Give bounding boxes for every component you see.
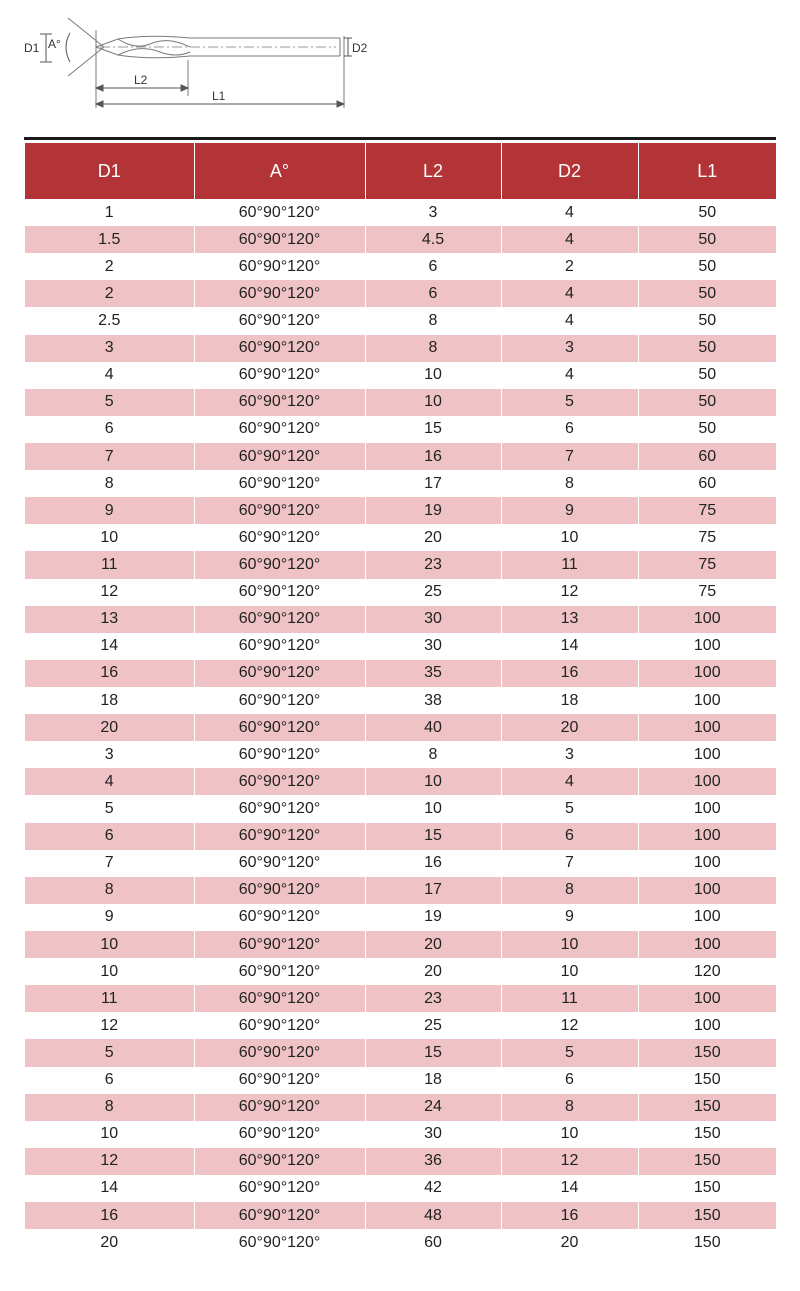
cell-angle: 60°90°120° <box>194 1148 365 1175</box>
cell-d2: 20 <box>501 1229 638 1256</box>
table-row <box>25 904 776 931</box>
cell-d2: 3 <box>501 335 638 362</box>
cell-d1: 1.5 <box>25 226 194 253</box>
table-row <box>25 985 776 1012</box>
cell-d2: 4 <box>501 226 638 253</box>
table-row <box>25 1202 776 1229</box>
table-row <box>25 416 776 443</box>
cell-l1: 100 <box>638 768 776 795</box>
cell-d2: 8 <box>501 877 638 904</box>
cell-d2: 6 <box>501 823 638 850</box>
table-row <box>25 606 776 633</box>
cell-d2: 9 <box>501 904 638 931</box>
cell-d2: 4 <box>501 768 638 795</box>
cell-d2: 14 <box>501 633 638 660</box>
table-row <box>25 226 776 253</box>
cell-l2: 10 <box>365 362 501 389</box>
cell-d1: 2 <box>25 280 194 307</box>
cell-l1: 100 <box>638 823 776 850</box>
cell-d1: 5 <box>25 389 194 416</box>
table-row <box>25 714 776 741</box>
cell-angle: 60°90°120° <box>194 823 365 850</box>
cell-l1: 100 <box>638 904 776 931</box>
cell-d1: 6 <box>25 823 194 850</box>
cell-angle: 60°90°120° <box>194 877 365 904</box>
table-row <box>25 362 776 389</box>
cell-l1: 60 <box>638 443 776 470</box>
cell-angle: 60°90°120° <box>194 1012 365 1039</box>
cell-l1: 50 <box>638 416 776 443</box>
cell-l2: 17 <box>365 470 501 497</box>
cell-angle: 60°90°120° <box>194 1039 365 1066</box>
table-row <box>25 1094 776 1121</box>
cell-l1: 50 <box>638 226 776 253</box>
cell-l1: 150 <box>638 1121 776 1148</box>
table-row <box>25 1012 776 1039</box>
table-row <box>25 850 776 877</box>
header-d1: D1 <box>25 143 194 199</box>
cell-l2: 19 <box>365 497 501 524</box>
cell-l2: 15 <box>365 1039 501 1066</box>
cell-l1: 100 <box>638 1012 776 1039</box>
cell-l1: 75 <box>638 579 776 606</box>
cell-l2: 25 <box>365 579 501 606</box>
cell-d2: 7 <box>501 850 638 877</box>
cell-d2: 7 <box>501 443 638 470</box>
cell-d2: 10 <box>501 931 638 958</box>
cell-l1: 60 <box>638 470 776 497</box>
cell-angle: 60°90°120° <box>194 606 365 633</box>
cell-d2: 16 <box>501 1202 638 1229</box>
cell-l1: 100 <box>638 877 776 904</box>
cell-l2: 35 <box>365 660 501 687</box>
cell-l2: 48 <box>365 1202 501 1229</box>
cell-l1: 150 <box>638 1229 776 1256</box>
cell-d1: 5 <box>25 795 194 822</box>
cell-d2: 14 <box>501 1175 638 1202</box>
cell-d2: 4 <box>501 199 638 226</box>
table-row <box>25 199 776 226</box>
table-row <box>25 389 776 416</box>
l2-label: L2 <box>134 73 148 87</box>
cell-l1: 50 <box>638 389 776 416</box>
cell-angle: 60°90°120° <box>194 985 365 1012</box>
cell-d1: 9 <box>25 904 194 931</box>
table-row <box>25 551 776 578</box>
table-row <box>25 741 776 768</box>
cell-l1: 100 <box>638 660 776 687</box>
specification-table <box>25 143 776 1256</box>
table-row <box>25 1175 776 1202</box>
cell-d1: 13 <box>25 606 194 633</box>
cell-angle: 60°90°120° <box>194 904 365 931</box>
table-row <box>25 579 776 606</box>
cell-d2: 9 <box>501 497 638 524</box>
table-body <box>25 199 776 1256</box>
table-row <box>25 768 776 795</box>
cell-d2: 4 <box>501 307 638 334</box>
cell-d2: 6 <box>501 1067 638 1094</box>
cell-l2: 60 <box>365 1229 501 1256</box>
cell-l1: 75 <box>638 497 776 524</box>
cell-d2: 8 <box>501 470 638 497</box>
cell-d2: 18 <box>501 687 638 714</box>
cell-d1: 20 <box>25 1229 194 1256</box>
cell-d1: 2.5 <box>25 307 194 334</box>
cell-d2: 10 <box>501 1121 638 1148</box>
cell-l1: 100 <box>638 714 776 741</box>
cell-d2: 3 <box>501 741 638 768</box>
cell-l1: 150 <box>638 1039 776 1066</box>
cell-l2: 40 <box>365 714 501 741</box>
cell-l1: 100 <box>638 687 776 714</box>
cell-l2: 36 <box>365 1148 501 1175</box>
cell-angle: 60°90°120° <box>194 307 365 334</box>
table-row <box>25 1067 776 1094</box>
cell-d1: 6 <box>25 416 194 443</box>
cell-l2: 30 <box>365 606 501 633</box>
cell-l2: 42 <box>365 1175 501 1202</box>
cell-angle: 60°90°120° <box>194 579 365 606</box>
cell-l2: 6 <box>365 253 501 280</box>
cell-angle: 60°90°120° <box>194 335 365 362</box>
cell-d1: 5 <box>25 1039 194 1066</box>
cell-d1: 16 <box>25 1202 194 1229</box>
cell-d1: 4 <box>25 362 194 389</box>
cell-l1: 50 <box>638 307 776 334</box>
cell-d2: 5 <box>501 1039 638 1066</box>
cell-angle: 60°90°120° <box>194 470 365 497</box>
cell-angle: 60°90°120° <box>194 1121 365 1148</box>
cell-l2: 16 <box>365 443 501 470</box>
table-row <box>25 253 776 280</box>
table-row <box>25 795 776 822</box>
cell-d1: 12 <box>25 1012 194 1039</box>
table-row <box>25 1148 776 1175</box>
table-top-rule <box>24 137 776 140</box>
angle-label: A° <box>48 37 61 51</box>
cell-l2: 30 <box>365 633 501 660</box>
table-row <box>25 470 776 497</box>
cell-l1: 50 <box>638 335 776 362</box>
cell-d1: 8 <box>25 470 194 497</box>
cell-l2: 24 <box>365 1094 501 1121</box>
cell-angle: 60°90°120° <box>194 253 365 280</box>
cell-d2: 5 <box>501 795 638 822</box>
cell-d1: 10 <box>25 524 194 551</box>
cell-l2: 8 <box>365 307 501 334</box>
cell-angle: 60°90°120° <box>194 416 365 443</box>
cell-l2: 3 <box>365 199 501 226</box>
cell-angle: 60°90°120° <box>194 362 365 389</box>
cell-d2: 12 <box>501 579 638 606</box>
cell-d2: 4 <box>501 280 638 307</box>
cell-l1: 100 <box>638 931 776 958</box>
table-row <box>25 307 776 334</box>
drill-dimension-diagram <box>0 0 368 120</box>
cell-l1: 150 <box>638 1175 776 1202</box>
cell-angle: 60°90°120° <box>194 524 365 551</box>
cell-d2: 4 <box>501 362 638 389</box>
cell-d1: 7 <box>25 850 194 877</box>
cell-d2: 8 <box>501 1094 638 1121</box>
cell-l2: 15 <box>365 823 501 850</box>
cell-d1: 12 <box>25 1148 194 1175</box>
cell-angle: 60°90°120° <box>194 633 365 660</box>
cell-angle: 60°90°120° <box>194 958 365 985</box>
cell-d2: 11 <box>501 985 638 1012</box>
header-angle: A° <box>194 143 365 199</box>
cell-d1: 10 <box>25 931 194 958</box>
cell-d1: 11 <box>25 551 194 578</box>
cell-d2: 5 <box>501 389 638 416</box>
cell-d1: 9 <box>25 497 194 524</box>
cell-angle: 60°90°120° <box>194 660 365 687</box>
table-row <box>25 877 776 904</box>
cell-d2: 11 <box>501 551 638 578</box>
cell-l1: 100 <box>638 633 776 660</box>
cell-l2: 16 <box>365 850 501 877</box>
cell-d1: 20 <box>25 714 194 741</box>
cell-l1: 50 <box>638 253 776 280</box>
cell-angle: 60°90°120° <box>194 741 365 768</box>
l1-label: L1 <box>212 89 226 103</box>
d2-dimension <box>344 38 352 56</box>
table-row <box>25 497 776 524</box>
cell-d1: 1 <box>25 199 194 226</box>
header-l2: L2 <box>365 143 501 199</box>
cell-d2: 6 <box>501 416 638 443</box>
cell-l2: 20 <box>365 524 501 551</box>
cell-d2: 13 <box>501 606 638 633</box>
cell-d1: 14 <box>25 1175 194 1202</box>
cell-l2: 20 <box>365 958 501 985</box>
cell-angle: 60°90°120° <box>194 551 365 578</box>
cell-l2: 15 <box>365 416 501 443</box>
cell-angle: 60°90°120° <box>194 497 365 524</box>
cell-l2: 8 <box>365 741 501 768</box>
cell-l1: 100 <box>638 606 776 633</box>
cell-l1: 150 <box>638 1067 776 1094</box>
drill-outline <box>68 18 344 108</box>
cell-angle: 60°90°120° <box>194 443 365 470</box>
cell-l2: 38 <box>365 687 501 714</box>
cell-d1: 8 <box>25 1094 194 1121</box>
cell-l1: 100 <box>638 985 776 1012</box>
cell-angle: 60°90°120° <box>194 714 365 741</box>
cell-angle: 60°90°120° <box>194 226 365 253</box>
cell-angle: 60°90°120° <box>194 1202 365 1229</box>
cell-angle: 60°90°120° <box>194 199 365 226</box>
cell-d1: 10 <box>25 1121 194 1148</box>
cell-d1: 2 <box>25 253 194 280</box>
cell-l2: 4.5 <box>365 226 501 253</box>
cell-angle: 60°90°120° <box>194 931 365 958</box>
cell-l1: 150 <box>638 1148 776 1175</box>
table-row <box>25 1121 776 1148</box>
cell-l1: 150 <box>638 1202 776 1229</box>
cell-l2: 18 <box>365 1067 501 1094</box>
cell-d1: 16 <box>25 660 194 687</box>
cell-angle: 60°90°120° <box>194 389 365 416</box>
cell-l2: 23 <box>365 551 501 578</box>
cell-d2: 16 <box>501 660 638 687</box>
cell-l2: 10 <box>365 389 501 416</box>
cell-l2: 19 <box>365 904 501 931</box>
cell-l1: 100 <box>638 850 776 877</box>
table-row <box>25 660 776 687</box>
header-d2: D2 <box>501 143 638 199</box>
table-row <box>25 958 776 985</box>
table-row <box>25 524 776 551</box>
d2-label: D2 <box>352 41 368 55</box>
cell-d2: 2 <box>501 253 638 280</box>
cell-l1: 50 <box>638 199 776 226</box>
d1-label: D1 <box>24 41 40 55</box>
table-row <box>25 280 776 307</box>
cell-d2: 10 <box>501 958 638 985</box>
cell-d1: 10 <box>25 958 194 985</box>
cell-l1: 100 <box>638 741 776 768</box>
table-row <box>25 1039 776 1066</box>
cell-l1: 100 <box>638 795 776 822</box>
cell-d1: 18 <box>25 687 194 714</box>
cell-l2: 10 <box>365 795 501 822</box>
table-row <box>25 443 776 470</box>
table-row <box>25 1229 776 1256</box>
table-row <box>25 687 776 714</box>
cell-l2: 10 <box>365 768 501 795</box>
cell-d2: 12 <box>501 1148 638 1175</box>
cell-d1: 3 <box>25 335 194 362</box>
cell-l1: 150 <box>638 1094 776 1121</box>
cell-d2: 10 <box>501 524 638 551</box>
cell-angle: 60°90°120° <box>194 1229 365 1256</box>
cell-d2: 12 <box>501 1012 638 1039</box>
table-header-row <box>25 143 776 199</box>
cell-d1: 11 <box>25 985 194 1012</box>
cell-l2: 6 <box>365 280 501 307</box>
cell-l1: 120 <box>638 958 776 985</box>
header-l1: L1 <box>638 143 776 199</box>
cell-d1: 3 <box>25 741 194 768</box>
table-row <box>25 823 776 850</box>
table-row <box>25 931 776 958</box>
cell-l1: 50 <box>638 280 776 307</box>
cell-l2: 30 <box>365 1121 501 1148</box>
table-row <box>25 633 776 660</box>
cell-d2: 20 <box>501 714 638 741</box>
cell-d1: 14 <box>25 633 194 660</box>
cell-l2: 20 <box>365 931 501 958</box>
cell-angle: 60°90°120° <box>194 1175 365 1202</box>
cell-l2: 23 <box>365 985 501 1012</box>
cell-l2: 25 <box>365 1012 501 1039</box>
cell-l2: 17 <box>365 877 501 904</box>
cell-d1: 8 <box>25 877 194 904</box>
cell-d1: 4 <box>25 768 194 795</box>
cell-angle: 60°90°120° <box>194 1067 365 1094</box>
cell-angle: 60°90°120° <box>194 795 365 822</box>
table-row <box>25 335 776 362</box>
cell-l1: 75 <box>638 551 776 578</box>
cell-d1: 7 <box>25 443 194 470</box>
cell-d1: 6 <box>25 1067 194 1094</box>
cell-l1: 75 <box>638 524 776 551</box>
cell-angle: 60°90°120° <box>194 687 365 714</box>
cell-angle: 60°90°120° <box>194 850 365 877</box>
cell-l2: 8 <box>365 335 501 362</box>
cell-angle: 60°90°120° <box>194 280 365 307</box>
cell-d1: 12 <box>25 579 194 606</box>
cell-angle: 60°90°120° <box>194 768 365 795</box>
cell-l1: 50 <box>638 362 776 389</box>
cell-angle: 60°90°120° <box>194 1094 365 1121</box>
